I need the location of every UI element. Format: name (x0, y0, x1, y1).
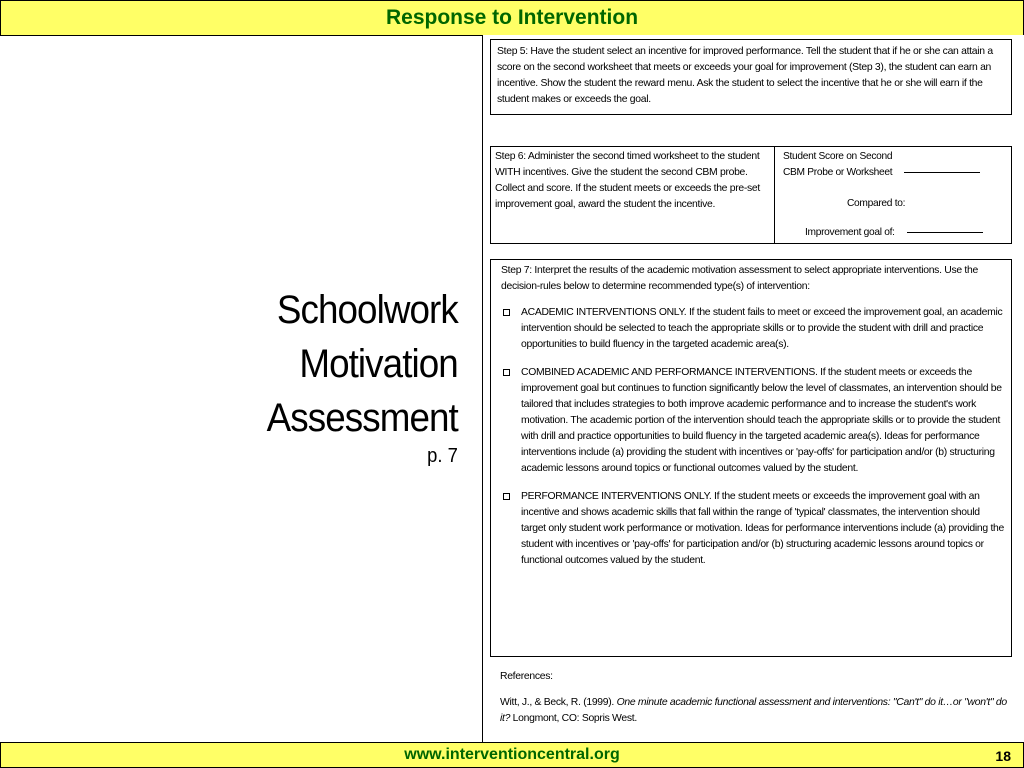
page-number: 18 (995, 748, 1011, 764)
reference-entry (500, 695, 1015, 727)
option-academic-text: ACADEMIC INTERVENTIONS ONLY. If the student fails to meet or exceed the improvement goal, an academic intervention should be selected to teach the appropriate skills or to provide the student with drill and practice opportunities to build fluency in the targeted academic area(s). (521, 307, 1003, 350)
option-combined (501, 365, 1005, 477)
checkbox-icon (503, 369, 510, 376)
goal-row (805, 225, 983, 241)
header-bar (0, 0, 1024, 36)
step-7-intro: Step 7: Interpret the results of the academic motivation assessment to select appropriate interventions. Use the decision-rules below to determine recommended type(s) of intervention: (501, 265, 978, 292)
reference-title: One minute academic functional assessment and interventions: "Can't" do it…or "won't" do it? (500, 697, 1007, 724)
checkbox-icon (503, 309, 510, 316)
footer-bar (0, 742, 1024, 768)
option-academic (501, 305, 1005, 353)
slide-title (250, 283, 458, 467)
step-7-box (490, 259, 1012, 657)
score-blank-line (904, 172, 980, 173)
compared-label: Compared to: (847, 198, 906, 209)
slide-title-line-2: Motivation (299, 342, 458, 386)
step-6-text: Step 6: Administer the second timed worksheet to the student WITH incentives. Give the student the second CBM probe. Collect and score. If the student meets or exceeds the pre-set improvement goal, award the student the incentive. (495, 151, 760, 210)
footer-url[interactable]: www.interventioncentral.org (404, 746, 620, 763)
goal-blank-line (907, 232, 983, 233)
document-scan (482, 35, 1024, 742)
slide-title-line-3: Assessment (266, 396, 458, 440)
score-label-row (783, 165, 980, 181)
step-5-text: Step 5: Have the student select an incentive for improved performance. Tell the student that if he or she can attain a score on the second worksheet that meets or exceeds your goal for improvement (Step 3), the student can earn an incentive. Show the student the reward menu. Ask the student to select the incentive that he or she will earn if the student makes or exceeds the goal. (497, 46, 993, 105)
option-performance-text: PERFORMANCE INTERVENTIONS ONLY. If the student meets or exceeds the improvement goal with an incentive and shows academic skills that fall within the range of 'typical' classmates, the intervention should target only student work performance or motivation. Ideas for performance interventions include (a) providing the student with incentives or 'pay-offs' for participation and/or (b) structuring academic lessons around topics or functional outcomes valued by the student. (521, 491, 1005, 566)
step-6-instructions (491, 147, 775, 243)
score-label-1: Student Score on Second (783, 151, 893, 162)
checkbox-icon (503, 493, 510, 500)
page-reference: p. 7 (427, 445, 458, 467)
reference-publisher: Longmont, CO: Sopris West. (512, 713, 637, 724)
slide-title-line-1: Schoolwork (276, 288, 458, 332)
header-title: Response to Intervention (385, 6, 639, 29)
references (500, 669, 1015, 727)
step-6-score-panel (775, 147, 1011, 243)
reference-authors: Witt, J., & Beck, R. (1999). (500, 697, 615, 708)
step-6-box (490, 146, 1012, 244)
option-combined-text: COMBINED ACADEMIC AND PERFORMANCE INTERVENTIONS. If the student meets or exceeds the improvement goal but continues to function significantly below the level of classmates, an intervention should be tailored that includes strategies to both improve academic performance and to increase the student's work motivation. The academic portion of the intervention should teach the appropriate skills or to provide the student with drill and practice opportunities to build fluency in the targeted academic area(s). Ideas for performance interventions include (a) providing the student with incentives or 'pay-offs' for participation and/or (b) structuring academic lessons around topics or functional outcomes valued by the student. (521, 367, 1002, 474)
step-5-box (490, 39, 1012, 115)
score-label-2: CBM Probe or Worksheet (783, 167, 893, 178)
option-performance (501, 489, 1005, 569)
references-label: References: (500, 671, 553, 682)
goal-label: Improvement goal of: (805, 227, 895, 238)
